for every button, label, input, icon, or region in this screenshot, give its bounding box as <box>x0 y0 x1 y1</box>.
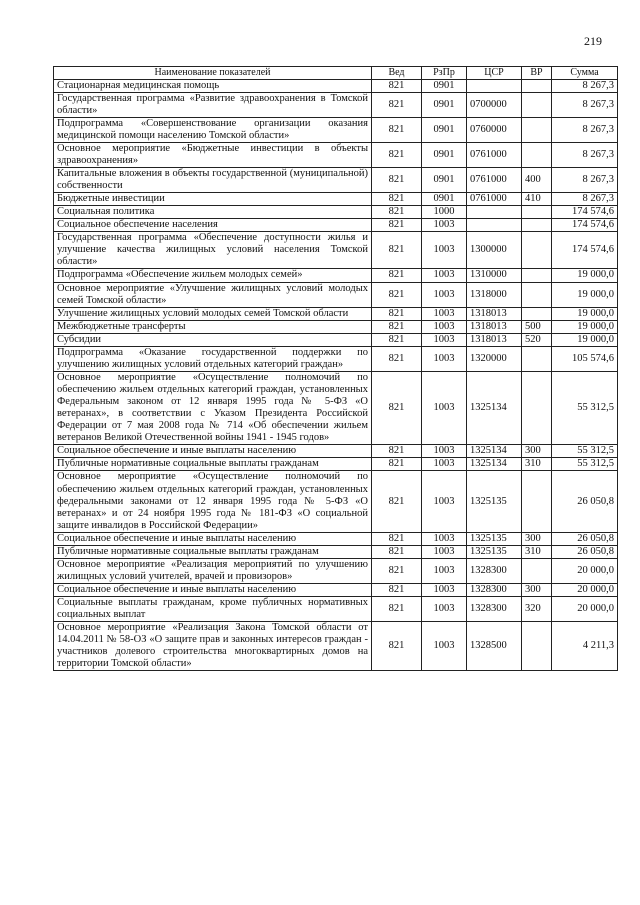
header-rzpr: РзПр <box>422 67 467 80</box>
cell-csr: 1328300 <box>467 558 522 583</box>
cell-name: Подпрограмма «Оказание государственной поддержки по улучшению жилищных условий отдельных категорий граждан» <box>54 346 372 371</box>
cell-rzpr: 0901 <box>422 92 467 117</box>
table-row <box>54 193 618 206</box>
cell-ved: 821 <box>372 346 422 371</box>
cell-name: Публичные нормативные социальные выплаты гражданам <box>54 458 372 471</box>
cell-csr: 1328500 <box>467 622 522 671</box>
cell-sum: 8 267,3 <box>552 117 618 142</box>
cell-name: Социальная политика <box>54 206 372 219</box>
cell-ved: 821 <box>372 206 422 219</box>
table-row <box>54 167 618 192</box>
cell-csr: 1318013 <box>467 307 522 320</box>
cell-ved: 821 <box>372 545 422 558</box>
cell-name: Социальное обеспечение и иные выплаты населению <box>54 584 372 597</box>
table-row <box>54 142 618 167</box>
cell-sum: 19 000,0 <box>552 320 618 333</box>
cell-sum: 8 267,3 <box>552 167 618 192</box>
cell-vr <box>522 558 552 583</box>
cell-rzpr: 0901 <box>422 193 467 206</box>
table-body <box>54 79 618 671</box>
cell-sum: 19 000,0 <box>552 307 618 320</box>
cell-vr <box>522 269 552 282</box>
cell-ved: 821 <box>372 79 422 92</box>
table-row <box>54 307 618 320</box>
cell-csr: 0761000 <box>467 193 522 206</box>
cell-csr: 1318013 <box>467 333 522 346</box>
cell-name: Социальное обеспечение населения <box>54 219 372 232</box>
cell-name: Бюджетные инвестиции <box>54 193 372 206</box>
cell-rzpr: 1003 <box>422 333 467 346</box>
cell-rzpr: 1000 <box>422 206 467 219</box>
cell-ved: 821 <box>372 320 422 333</box>
header-sum: Сумма <box>552 67 618 80</box>
cell-ved: 821 <box>372 142 422 167</box>
cell-sum: 8 267,3 <box>552 79 618 92</box>
table-row <box>54 219 618 232</box>
cell-ved: 821 <box>372 371 422 444</box>
table-row <box>54 558 618 583</box>
cell-csr: 0700000 <box>467 92 522 117</box>
cell-rzpr: 1003 <box>422 558 467 583</box>
cell-rzpr: 1003 <box>422 282 467 307</box>
table-row <box>54 269 618 282</box>
cell-name: Основное мероприятие «Реализация мероприятий по улучшению жилищных условий учителей, врачей и провизоров» <box>54 558 372 583</box>
cell-sum: 20 000,0 <box>552 558 618 583</box>
cell-vr: 310 <box>522 458 552 471</box>
cell-vr <box>522 142 552 167</box>
table-row <box>54 333 618 346</box>
cell-rzpr: 1003 <box>422 219 467 232</box>
cell-rzpr: 1003 <box>422 584 467 597</box>
cell-name: Основное мероприятие «Улучшение жилищных условий молодых семей Томской области» <box>54 282 372 307</box>
table-row <box>54 79 618 92</box>
cell-csr: 1318013 <box>467 320 522 333</box>
cell-csr: 1318000 <box>467 282 522 307</box>
cell-csr: 0760000 <box>467 117 522 142</box>
header-csr: ЦСР <box>467 67 522 80</box>
cell-vr <box>522 346 552 371</box>
cell-vr: 520 <box>522 333 552 346</box>
cell-name: Государственная программа «Развитие здравоохранения в Томской области» <box>54 92 372 117</box>
cell-vr <box>522 232 552 269</box>
cell-vr <box>522 206 552 219</box>
cell-csr: 0761000 <box>467 167 522 192</box>
table-row <box>54 445 618 458</box>
cell-sum: 4 211,3 <box>552 622 618 671</box>
table-row <box>54 282 618 307</box>
cell-vr <box>522 307 552 320</box>
cell-rzpr: 1003 <box>422 307 467 320</box>
cell-ved: 821 <box>372 471 422 532</box>
cell-ved: 821 <box>372 269 422 282</box>
cell-sum: 26 050,8 <box>552 471 618 532</box>
cell-ved: 821 <box>372 282 422 307</box>
table-row <box>54 117 618 142</box>
cell-sum: 105 574,6 <box>552 346 618 371</box>
table-row <box>54 597 618 622</box>
cell-vr: 410 <box>522 193 552 206</box>
cell-ved: 821 <box>372 445 422 458</box>
cell-sum: 55 312,5 <box>552 458 618 471</box>
cell-csr: 1328300 <box>467 597 522 622</box>
page-number: 219 <box>584 34 602 48</box>
table-row <box>54 371 618 444</box>
table-row <box>54 232 618 269</box>
cell-vr <box>522 92 552 117</box>
table-row <box>54 584 618 597</box>
cell-ved: 821 <box>372 333 422 346</box>
cell-name: Социальное обеспечение и иные выплаты населению <box>54 445 372 458</box>
cell-sum: 19 000,0 <box>552 333 618 346</box>
cell-rzpr: 1003 <box>422 622 467 671</box>
cell-sum: 8 267,3 <box>552 142 618 167</box>
cell-ved: 821 <box>372 458 422 471</box>
cell-csr: 1320000 <box>467 346 522 371</box>
cell-name: Публичные нормативные социальные выплаты гражданам <box>54 545 372 558</box>
cell-vr <box>522 371 552 444</box>
cell-ved: 821 <box>372 92 422 117</box>
cell-rzpr: 1003 <box>422 445 467 458</box>
cell-ved: 821 <box>372 232 422 269</box>
cell-ved: 821 <box>372 167 422 192</box>
cell-sum: 174 574,6 <box>552 219 618 232</box>
cell-name: Государственная программа «Обеспечение доступности жилья и улучшение качества жилищных условий населения Томской области» <box>54 232 372 269</box>
cell-vr <box>522 219 552 232</box>
cell-vr: 320 <box>522 597 552 622</box>
table-row <box>54 458 618 471</box>
cell-sum: 19 000,0 <box>552 269 618 282</box>
cell-csr: 1325135 <box>467 545 522 558</box>
cell-name: Социальные выплаты гражданам, кроме публичных нормативных социальных выплат <box>54 597 372 622</box>
table-row <box>54 471 618 532</box>
cell-name: Основное мероприятие «Осуществление полномочий по обеспечению жильем отдельных категорий граждан, установленных федеральными законами от 12 января 1995 года № 5-ФЗ «О ветеранах» и от 24 ноября 1995 года № 181-ФЗ «О социальной защите инвалидов в Российской Федерации» <box>54 471 372 532</box>
cell-rzpr: 0901 <box>422 117 467 142</box>
cell-sum: 8 267,3 <box>552 193 618 206</box>
cell-rzpr: 1003 <box>422 269 467 282</box>
header-vr: ВР <box>522 67 552 80</box>
cell-rzpr: 1003 <box>422 532 467 545</box>
cell-name: Межбюджетные трансферты <box>54 320 372 333</box>
cell-csr: 1328300 <box>467 584 522 597</box>
cell-csr: 1325134 <box>467 445 522 458</box>
cell-rzpr: 1003 <box>422 371 467 444</box>
cell-csr: 1325134 <box>467 458 522 471</box>
cell-ved: 821 <box>372 558 422 583</box>
cell-csr <box>467 219 522 232</box>
cell-rzpr: 0901 <box>422 167 467 192</box>
cell-csr <box>467 79 522 92</box>
table-row <box>54 92 618 117</box>
table-row <box>54 320 618 333</box>
cell-ved: 821 <box>372 622 422 671</box>
table-row <box>54 532 618 545</box>
cell-vr <box>522 79 552 92</box>
cell-csr <box>467 206 522 219</box>
header-ved: Вед <box>372 67 422 80</box>
cell-rzpr: 1003 <box>422 471 467 532</box>
cell-sum: 20 000,0 <box>552 597 618 622</box>
cell-csr: 1325135 <box>467 532 522 545</box>
cell-vr <box>522 117 552 142</box>
cell-rzpr: 1003 <box>422 458 467 471</box>
cell-name: Улучшение жилищных условий молодых семей Томской области <box>54 307 372 320</box>
budget-table <box>53 66 618 671</box>
cell-vr: 300 <box>522 584 552 597</box>
table-row <box>54 346 618 371</box>
cell-name: Стационарная медицинская помощь <box>54 79 372 92</box>
cell-csr: 0761000 <box>467 142 522 167</box>
cell-sum: 174 574,6 <box>552 206 618 219</box>
cell-rzpr: 1003 <box>422 232 467 269</box>
cell-csr: 1310000 <box>467 269 522 282</box>
cell-sum: 26 050,8 <box>552 545 618 558</box>
cell-ved: 821 <box>372 597 422 622</box>
cell-ved: 821 <box>372 584 422 597</box>
cell-vr: 300 <box>522 532 552 545</box>
cell-ved: 821 <box>372 219 422 232</box>
cell-ved: 821 <box>372 307 422 320</box>
cell-vr <box>522 282 552 307</box>
cell-csr: 1300000 <box>467 232 522 269</box>
cell-rzpr: 1003 <box>422 346 467 371</box>
cell-sum: 26 050,8 <box>552 532 618 545</box>
cell-vr <box>522 471 552 532</box>
table-row <box>54 206 618 219</box>
cell-rzpr: 0901 <box>422 79 467 92</box>
cell-ved: 821 <box>372 117 422 142</box>
cell-vr: 500 <box>522 320 552 333</box>
cell-sum: 20 000,0 <box>552 584 618 597</box>
cell-name: Подпрограмма «Обеспечение жильем молодых семей» <box>54 269 372 282</box>
cell-ved: 821 <box>372 193 422 206</box>
cell-name: Подпрограмма «Совершенствование организации оказания медицинской помощи населению Томской области» <box>54 117 372 142</box>
cell-vr: 310 <box>522 545 552 558</box>
table-header-row <box>54 67 618 80</box>
cell-sum: 19 000,0 <box>552 282 618 307</box>
cell-name: Основное мероприятие «Реализация Закона Томской области от 14.04.2011 № 58-ОЗ «О защите прав и законных интересов граждан - участников долевого строительства многоквартирных домов на территории Томской области» <box>54 622 372 671</box>
cell-name: Капитальные вложения в объекты государственной (муниципальной) собственности <box>54 167 372 192</box>
cell-rzpr: 1003 <box>422 545 467 558</box>
cell-ved: 821 <box>372 532 422 545</box>
cell-csr: 1325134 <box>467 371 522 444</box>
cell-rzpr: 0901 <box>422 142 467 167</box>
table-row <box>54 545 618 558</box>
cell-csr: 1325135 <box>467 471 522 532</box>
cell-sum: 174 574,6 <box>552 232 618 269</box>
cell-name: Субсидии <box>54 333 372 346</box>
cell-name: Основное мероприятие «Осуществление полномочий по обеспечению жильем отдельных категорий граждан, установленных Федеральным законом от 12 января 1995 года № 5-ФЗ «О ветеранах», в соответствии с Указом Президента Российской Федерации от 7 мая 2008 года № 714 «Об обеспечении жильем ветеранов Великой Отечественной войны 1941 - 1945 годов» <box>54 371 372 444</box>
cell-name: Социальное обеспечение и иные выплаты населению <box>54 532 372 545</box>
cell-rzpr: 1003 <box>422 320 467 333</box>
header-name: Наименование показателей <box>54 67 372 80</box>
cell-sum: 8 267,3 <box>552 92 618 117</box>
cell-sum: 55 312,5 <box>552 445 618 458</box>
cell-sum: 55 312,5 <box>552 371 618 444</box>
table-row <box>54 622 618 671</box>
cell-rzpr: 1003 <box>422 597 467 622</box>
cell-vr: 400 <box>522 167 552 192</box>
cell-vr <box>522 622 552 671</box>
cell-vr: 300 <box>522 445 552 458</box>
cell-name: Основное мероприятие «Бюджетные инвестиции в объекты здравоохранения» <box>54 142 372 167</box>
